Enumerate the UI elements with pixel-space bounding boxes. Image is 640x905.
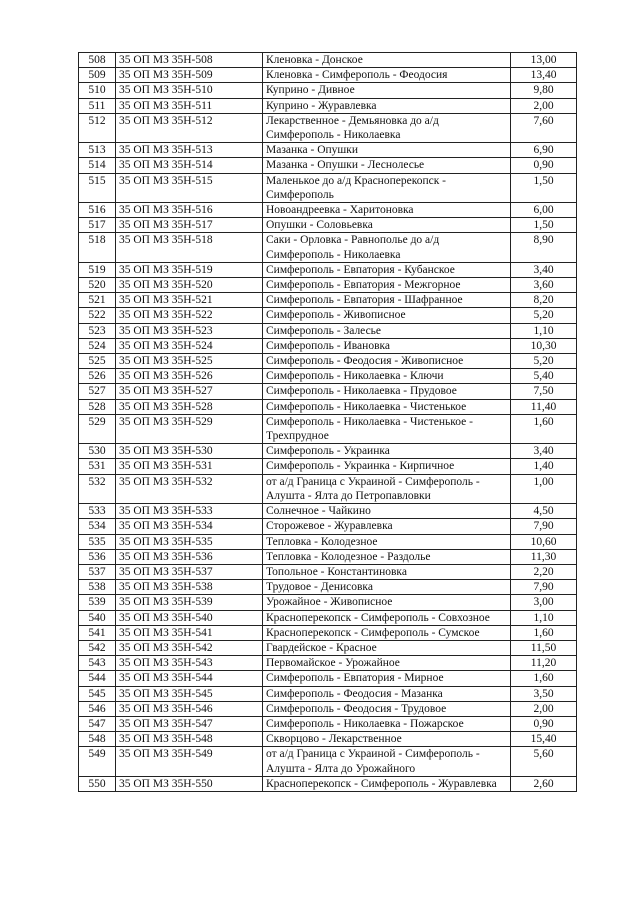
table-row [79, 549, 577, 564]
document-page [78, 52, 576, 792]
road-name-cell: Красноперекопск - Симферополь - Сумское [263, 625, 511, 640]
row-number-cell: 533 [79, 504, 116, 519]
row-number-cell: 529 [79, 414, 116, 443]
road-code-cell: 35 ОП МЗ 35Н-544 [116, 671, 263, 686]
road-name-cell: Лекарственное - Демьяновка до а/д Симферополь - Николаевка [263, 113, 511, 142]
road-name-cell: Симферополь - Евпатория - Мирное [263, 671, 511, 686]
road-name-cell: Мазанка - Опушки - Леснолесье [263, 158, 511, 173]
table-row [79, 534, 577, 549]
road-code-cell: 35 ОП МЗ 35Н-538 [116, 580, 263, 595]
row-number-cell: 547 [79, 716, 116, 731]
road-length-cell: 1,60 [511, 414, 577, 443]
road-name-cell: Сторожевое - Журавлевка [263, 519, 511, 534]
road-name-cell: Симферополь - Феодосия - Трудовое [263, 701, 511, 716]
row-number-cell: 538 [79, 580, 116, 595]
road-name-cell: от а/д Граница с Украиной - Симферополь - Алушта - Ялта до Урожайного [263, 747, 511, 776]
road-code-cell: 35 ОП МЗ 35Н-548 [116, 732, 263, 747]
table-row [79, 399, 577, 414]
table-row [79, 504, 577, 519]
road-length-cell: 9,80 [511, 83, 577, 98]
row-number-cell: 514 [79, 158, 116, 173]
road-name-cell: Симферополь - Евпатория - Кубанское [263, 262, 511, 277]
road-length-cell: 3,00 [511, 595, 577, 610]
table-row [79, 640, 577, 655]
road-code-cell: 35 ОП МЗ 35Н-512 [116, 113, 263, 142]
row-number-cell: 550 [79, 776, 116, 791]
row-number-cell: 517 [79, 218, 116, 233]
road-name-cell: Симферополь - Украинка - Кирпичное [263, 459, 511, 474]
road-code-cell: 35 ОП МЗ 35Н-536 [116, 549, 263, 564]
road-name-cell: Симферополь - Залесье [263, 323, 511, 338]
road-name-cell: Симферополь - Евпатория - Межгорное [263, 278, 511, 293]
table-row [79, 338, 577, 353]
road-name-cell: Симферополь - Николаевка - Пожарское [263, 716, 511, 731]
row-number-cell: 546 [79, 701, 116, 716]
road-name-cell: Новоандреевка - Харитоновка [263, 203, 511, 218]
road-code-cell: 35 ОП МЗ 35Н-528 [116, 399, 263, 414]
table-row [79, 625, 577, 640]
road-length-cell: 2,20 [511, 564, 577, 579]
road-name-cell: Симферополь - Украинка [263, 444, 511, 459]
road-length-cell: 3,40 [511, 262, 577, 277]
road-name-cell: Маленькое до а/д Красноперекопск - Симферополь [263, 173, 511, 202]
row-number-cell: 535 [79, 534, 116, 549]
road-code-cell: 35 ОП МЗ 35Н-549 [116, 747, 263, 776]
road-code-cell: 35 ОП МЗ 35Н-509 [116, 68, 263, 83]
road-code-cell: 35 ОП МЗ 35Н-542 [116, 640, 263, 655]
road-length-cell: 10,60 [511, 534, 577, 549]
road-length-cell: 4,50 [511, 504, 577, 519]
row-number-cell: 509 [79, 68, 116, 83]
row-number-cell: 530 [79, 444, 116, 459]
table-row [79, 278, 577, 293]
table-row [79, 414, 577, 443]
table-row [79, 203, 577, 218]
road-length-cell: 13,40 [511, 68, 577, 83]
road-code-cell: 35 ОП МЗ 35Н-532 [116, 474, 263, 503]
road-name-cell: Топольное - Константиновка [263, 564, 511, 579]
road-code-cell: 35 ОП МЗ 35Н-550 [116, 776, 263, 791]
table-row [79, 369, 577, 384]
road-length-cell: 7,50 [511, 384, 577, 399]
row-number-cell: 508 [79, 53, 116, 68]
road-name-cell: Саки - Орловка - Равнополье до а/д Симферополь - Николаевка [263, 233, 511, 262]
road-code-cell: 35 ОП МЗ 35Н-523 [116, 323, 263, 338]
road-code-cell: 35 ОП МЗ 35Н-543 [116, 656, 263, 671]
road-code-cell: 35 ОП МЗ 35Н-527 [116, 384, 263, 399]
road-code-cell: 35 ОП МЗ 35Н-534 [116, 519, 263, 534]
table-row [79, 293, 577, 308]
road-name-cell: Тепловка - Колодезное [263, 534, 511, 549]
table-row [79, 113, 577, 142]
road-length-cell: 1,10 [511, 610, 577, 625]
road-name-cell: Гвардейское - Красное [263, 640, 511, 655]
road-code-cell: 35 ОП МЗ 35Н-525 [116, 354, 263, 369]
row-number-cell: 515 [79, 173, 116, 202]
table-row [79, 732, 577, 747]
road-code-cell: 35 ОП МЗ 35Н-531 [116, 459, 263, 474]
road-name-cell: Симферополь - Николаевка - Чистенькое [263, 399, 511, 414]
row-number-cell: 545 [79, 686, 116, 701]
road-length-cell: 2,00 [511, 701, 577, 716]
roads-table [78, 52, 577, 792]
row-number-cell: 512 [79, 113, 116, 142]
road-length-cell: 1,50 [511, 218, 577, 233]
table-body [79, 53, 577, 792]
road-code-cell: 35 ОП МЗ 35Н-524 [116, 338, 263, 353]
road-code-cell: 35 ОП МЗ 35Н-530 [116, 444, 263, 459]
road-name-cell: Симферополь - Николаевка - Чистенькое - Трехпрудное [263, 414, 511, 443]
road-code-cell: 35 ОП МЗ 35Н-515 [116, 173, 263, 202]
row-number-cell: 540 [79, 610, 116, 625]
road-code-cell: 35 ОП МЗ 35Н-537 [116, 564, 263, 579]
road-code-cell: 35 ОП МЗ 35Н-508 [116, 53, 263, 68]
road-length-cell: 5,20 [511, 308, 577, 323]
table-row [79, 519, 577, 534]
road-name-cell: Симферополь - Ивановка [263, 338, 511, 353]
road-length-cell: 2,60 [511, 776, 577, 791]
road-length-cell: 6,00 [511, 203, 577, 218]
road-length-cell: 3,40 [511, 444, 577, 459]
road-code-cell: 35 ОП МЗ 35Н-547 [116, 716, 263, 731]
row-number-cell: 539 [79, 595, 116, 610]
road-name-cell: Симферополь - Николаевка - Ключи [263, 369, 511, 384]
row-number-cell: 531 [79, 459, 116, 474]
road-name-cell: Куприно - Журавлевка [263, 98, 511, 113]
table-row [79, 233, 577, 262]
table-row [79, 610, 577, 625]
road-length-cell: 7,60 [511, 113, 577, 142]
road-code-cell: 35 ОП МЗ 35Н-514 [116, 158, 263, 173]
row-number-cell: 528 [79, 399, 116, 414]
road-name-cell: Симферополь - Живописное [263, 308, 511, 323]
row-number-cell: 534 [79, 519, 116, 534]
road-name-cell: Симферополь - Евпатория - Шафранное [263, 293, 511, 308]
road-length-cell: 5,40 [511, 369, 577, 384]
road-length-cell: 13,00 [511, 53, 577, 68]
road-length-cell: 1,10 [511, 323, 577, 338]
row-number-cell: 516 [79, 203, 116, 218]
road-length-cell: 1,60 [511, 625, 577, 640]
table-row [79, 459, 577, 474]
row-number-cell: 513 [79, 143, 116, 158]
road-length-cell: 15,40 [511, 732, 577, 747]
row-number-cell: 525 [79, 354, 116, 369]
table-row [79, 656, 577, 671]
table-row [79, 98, 577, 113]
road-length-cell: 11,40 [511, 399, 577, 414]
table-row [79, 595, 577, 610]
road-name-cell: Тепловка - Колодезное - Раздолье [263, 549, 511, 564]
table-row [79, 474, 577, 503]
row-number-cell: 518 [79, 233, 116, 262]
road-name-cell: Красноперекопск - Симферополь - Журавлевка [263, 776, 511, 791]
road-code-cell: 35 ОП МЗ 35Н-546 [116, 701, 263, 716]
road-name-cell: Трудовое - Денисовка [263, 580, 511, 595]
road-length-cell: 0,90 [511, 158, 577, 173]
table-row [79, 262, 577, 277]
row-number-cell: 522 [79, 308, 116, 323]
road-name-cell: Кленовка - Донское [263, 53, 511, 68]
road-length-cell: 6,90 [511, 143, 577, 158]
road-name-cell: от а/д Граница с Украиной - Симферополь - Алушта - Ялта до Петропавловки [263, 474, 511, 503]
row-number-cell: 549 [79, 747, 116, 776]
road-name-cell: Симферополь - Феодосия - Живописное [263, 354, 511, 369]
road-code-cell: 35 ОП МЗ 35Н-539 [116, 595, 263, 610]
road-length-cell: 3,60 [511, 278, 577, 293]
road-name-cell: Опушки - Соловьевка [263, 218, 511, 233]
table-row [79, 218, 577, 233]
table-row [79, 716, 577, 731]
road-code-cell: 35 ОП МЗ 35Н-545 [116, 686, 263, 701]
row-number-cell: 527 [79, 384, 116, 399]
road-length-cell: 11,20 [511, 656, 577, 671]
row-number-cell: 521 [79, 293, 116, 308]
road-length-cell: 1,00 [511, 474, 577, 503]
table-row [79, 354, 577, 369]
road-code-cell: 35 ОП МЗ 35Н-511 [116, 98, 263, 113]
road-code-cell: 35 ОП МЗ 35Н-516 [116, 203, 263, 218]
road-code-cell: 35 ОП МЗ 35Н-533 [116, 504, 263, 519]
road-length-cell: 1,40 [511, 459, 577, 474]
road-code-cell: 35 ОП МЗ 35Н-518 [116, 233, 263, 262]
road-name-cell: Симферополь - Феодосия - Мазанка [263, 686, 511, 701]
road-code-cell: 35 ОП МЗ 35Н-541 [116, 625, 263, 640]
row-number-cell: 511 [79, 98, 116, 113]
road-name-cell: Первомайское - Урожайное [263, 656, 511, 671]
road-code-cell: 35 ОП МЗ 35Н-513 [116, 143, 263, 158]
road-code-cell: 35 ОП МЗ 35Н-517 [116, 218, 263, 233]
road-length-cell: 1,50 [511, 173, 577, 202]
road-length-cell: 7,90 [511, 519, 577, 534]
table-row [79, 308, 577, 323]
road-code-cell: 35 ОП МЗ 35Н-526 [116, 369, 263, 384]
table-row [79, 564, 577, 579]
road-length-cell: 2,00 [511, 98, 577, 113]
road-length-cell: 8,20 [511, 293, 577, 308]
table-row [79, 747, 577, 776]
table-row [79, 384, 577, 399]
road-length-cell: 5,20 [511, 354, 577, 369]
table-row [79, 671, 577, 686]
road-length-cell: 11,30 [511, 549, 577, 564]
road-length-cell: 8,90 [511, 233, 577, 262]
row-number-cell: 548 [79, 732, 116, 747]
row-number-cell: 543 [79, 656, 116, 671]
road-name-cell: Мазанка - Опушки [263, 143, 511, 158]
road-code-cell: 35 ОП МЗ 35Н-521 [116, 293, 263, 308]
table-row [79, 143, 577, 158]
table-row [79, 444, 577, 459]
table-row [79, 701, 577, 716]
road-code-cell: 35 ОП МЗ 35Н-520 [116, 278, 263, 293]
road-name-cell: Красноперекопск - Симферополь - Совхозное [263, 610, 511, 625]
row-number-cell: 542 [79, 640, 116, 655]
road-length-cell: 10,30 [511, 338, 577, 353]
road-name-cell: Симферополь - Николаевка - Прудовое [263, 384, 511, 399]
row-number-cell: 524 [79, 338, 116, 353]
road-name-cell: Куприно - Дивное [263, 83, 511, 98]
road-length-cell: 7,90 [511, 580, 577, 595]
road-code-cell: 35 ОП МЗ 35Н-519 [116, 262, 263, 277]
row-number-cell: 541 [79, 625, 116, 640]
row-number-cell: 519 [79, 262, 116, 277]
road-name-cell: Урожайное - Живописное [263, 595, 511, 610]
road-code-cell: 35 ОП МЗ 35Н-522 [116, 308, 263, 323]
table-row [79, 158, 577, 173]
table-row [79, 686, 577, 701]
road-code-cell: 35 ОП МЗ 35Н-529 [116, 414, 263, 443]
road-name-cell: Солнечное - Чайкино [263, 504, 511, 519]
table-row [79, 776, 577, 791]
road-length-cell: 3,50 [511, 686, 577, 701]
road-length-cell: 5,60 [511, 747, 577, 776]
table-row [79, 580, 577, 595]
row-number-cell: 520 [79, 278, 116, 293]
row-number-cell: 510 [79, 83, 116, 98]
road-name-cell: Кленовка - Симферополь - Феодосия [263, 68, 511, 83]
row-number-cell: 537 [79, 564, 116, 579]
row-number-cell: 532 [79, 474, 116, 503]
table-row [79, 323, 577, 338]
road-code-cell: 35 ОП МЗ 35Н-540 [116, 610, 263, 625]
table-row [79, 83, 577, 98]
row-number-cell: 523 [79, 323, 116, 338]
road-length-cell: 0,90 [511, 716, 577, 731]
row-number-cell: 526 [79, 369, 116, 384]
table-row [79, 173, 577, 202]
table-row [79, 53, 577, 68]
road-code-cell: 35 ОП МЗ 35Н-510 [116, 83, 263, 98]
road-length-cell: 1,60 [511, 671, 577, 686]
row-number-cell: 544 [79, 671, 116, 686]
table-row [79, 68, 577, 83]
road-code-cell: 35 ОП МЗ 35Н-535 [116, 534, 263, 549]
road-name-cell: Скворцово - Лекарственное [263, 732, 511, 747]
road-length-cell: 11,50 [511, 640, 577, 655]
row-number-cell: 536 [79, 549, 116, 564]
